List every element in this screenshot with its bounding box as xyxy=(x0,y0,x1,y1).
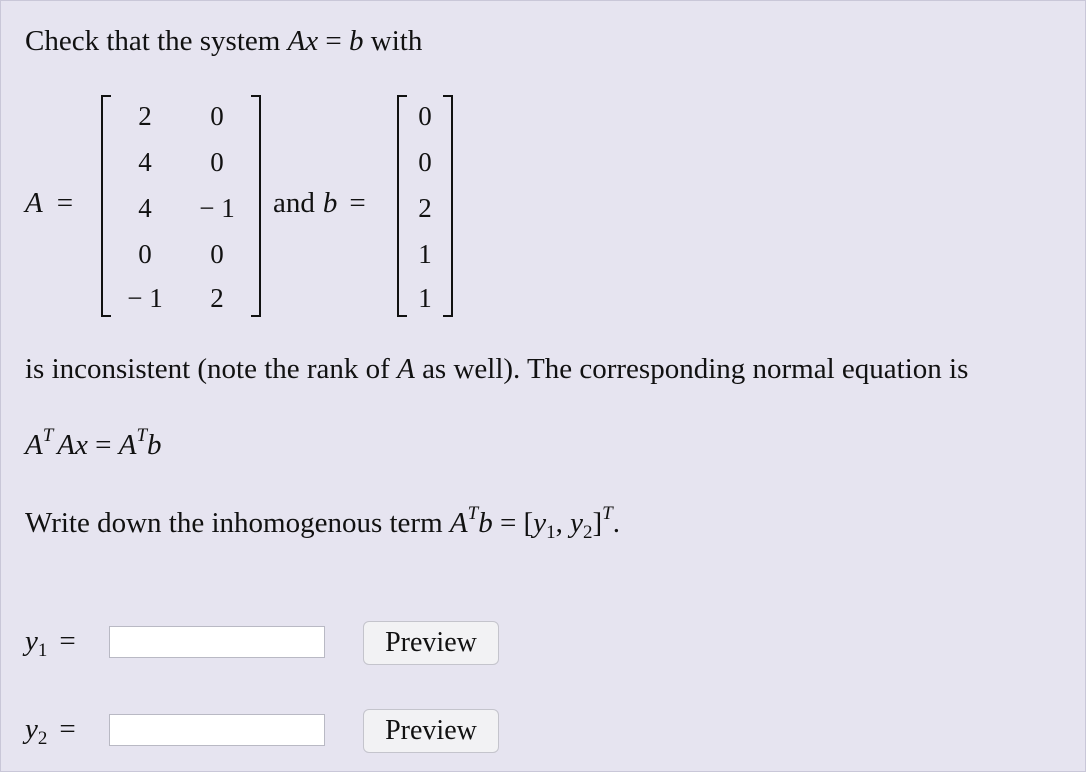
wd-t: T xyxy=(467,503,479,524)
y2-label xyxy=(25,713,76,749)
a-eq: = xyxy=(56,187,74,219)
y1-sub: 1 xyxy=(37,640,48,661)
inconsistent-text: is inconsistent (note the rank of xyxy=(25,353,398,385)
matrix-b xyxy=(397,95,453,317)
matrix-b-cell: 0 xyxy=(418,147,432,177)
matrix-a-cell: 0 xyxy=(210,239,224,269)
wd-close: ] xyxy=(592,507,603,539)
inconsistent-line xyxy=(25,353,968,386)
y2-sub: 2 xyxy=(37,728,48,749)
ne-t2: T xyxy=(136,425,148,446)
y2-input[interactable] xyxy=(109,714,325,746)
b-var: b xyxy=(322,187,338,219)
a-var: A xyxy=(25,187,43,219)
wd-period: . xyxy=(612,507,620,539)
matrix-a-cell: 2 xyxy=(138,101,152,131)
matrix-a-cell: 0 xyxy=(210,147,224,177)
matrix-a-right-bracket xyxy=(251,95,261,317)
y2-preview-button[interactable]: Preview xyxy=(363,709,499,753)
intro-eq: = xyxy=(318,25,350,57)
matrix-a-label xyxy=(25,187,73,220)
wd-y2: y xyxy=(570,507,583,539)
y1-preview-button[interactable]: Preview xyxy=(363,621,499,665)
y1-var: y xyxy=(25,625,38,657)
intro-suffix: with xyxy=(363,25,423,57)
wd-open: [ xyxy=(523,507,534,539)
ne-t1: T xyxy=(42,425,54,446)
wd-y1: y xyxy=(533,507,547,539)
ne-eq: = xyxy=(87,429,119,461)
normal-equation xyxy=(25,425,162,462)
matrix-a-cell: 2 xyxy=(210,283,224,313)
y2-eq: = xyxy=(59,713,76,745)
wd-b: b xyxy=(478,507,493,539)
matrix-b-cell: 0 xyxy=(418,101,432,131)
write-down-line xyxy=(25,503,620,543)
intro-line xyxy=(25,25,422,58)
ne-b: b xyxy=(147,429,162,461)
matrix-a xyxy=(101,95,261,317)
y1-eq: = xyxy=(59,625,76,657)
intro-b: b xyxy=(349,25,364,57)
matrix-a-cell: − 1 xyxy=(199,193,235,223)
and-b-label xyxy=(273,187,366,220)
matrix-b-cell: 2 xyxy=(418,193,432,223)
wd-s2: 2 xyxy=(582,522,593,543)
matrix-a-cell: 0 xyxy=(138,239,152,269)
and-text: and xyxy=(273,187,315,219)
intro-ax: Ax xyxy=(287,25,319,57)
y2-var: y xyxy=(25,713,38,745)
wd-comma: , xyxy=(555,507,571,539)
inconsistent-a: A xyxy=(397,353,415,385)
y1-label xyxy=(25,625,76,661)
matrix-a-cell: − 1 xyxy=(127,283,163,313)
matrix-b-cell: 1 xyxy=(418,239,432,269)
ne-a1: A xyxy=(25,429,43,461)
matrix-a-left-bracket xyxy=(101,95,111,317)
wd-s1: 1 xyxy=(546,522,556,543)
wd-tt: T xyxy=(602,503,613,524)
y1-input[interactable] xyxy=(109,626,325,658)
write-down-text: Write down the inhomogenous term xyxy=(25,507,450,539)
intro-text: Check that the system xyxy=(25,25,288,57)
inconsistent-suffix: as well). The corresponding normal equation is xyxy=(414,353,969,385)
ne-a3: A xyxy=(118,429,137,461)
ne-ax: Ax xyxy=(57,429,88,461)
matrix-a-cell: 4 xyxy=(138,147,152,177)
matrix-b-cell: 1 xyxy=(418,283,432,313)
b-eq: = xyxy=(349,187,366,219)
matrix-a-cell: 4 xyxy=(138,193,152,223)
wd-a: A xyxy=(449,507,468,539)
matrix-a-cell: 0 xyxy=(210,101,224,131)
wd-eq: = xyxy=(492,507,524,539)
